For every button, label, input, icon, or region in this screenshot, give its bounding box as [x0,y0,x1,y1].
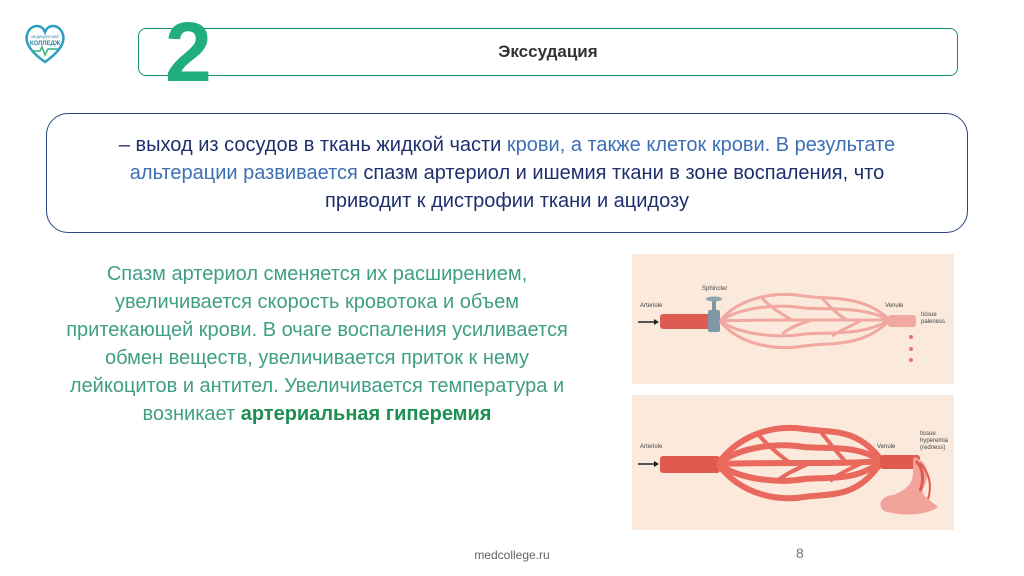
label-redness: (redness) [920,445,946,451]
body-text: Спазм артериол сменяется их расширением, увеличивается скорость кровотока и объем притекающей крови. В очаге воспаления усиливается обмен веществ, увеличивается приток к нему лейкоцитов и антител. Увеличивается температура и возникает [66,263,568,425]
definition-box [46,113,968,233]
footer-site: medcollege.ru [474,548,550,562]
label-hyperemia: hyperemia [920,438,949,444]
body-paragraph [62,260,572,428]
definition-text [97,131,917,215]
definition-part-3: результате альтерации развивается [129,134,896,184]
label-venule-top: Venule [885,303,904,309]
college-heart-logo-icon [22,20,68,66]
label-arteriole-bottom: Arteriole [640,444,663,450]
definition-part-2: крови, а также клеток крови. В [506,134,790,156]
label-sphincter: Sphincter [702,286,728,292]
sphincter-icon [708,310,720,332]
page-number: 8 [796,545,804,561]
definition-part-1: – выход из сосудов в ткань жидкой части [118,134,507,156]
slide-title: Экссудация [498,42,598,61]
body-bold-term: артериальная гиперемия [240,403,492,425]
title-box [138,28,958,76]
college-logo [22,20,68,66]
vessel-hyperemia-illustration [632,395,954,530]
label-arteriole-top: Arteriole [640,303,663,309]
label-paleness: paleness [921,319,946,325]
label-tissue-bottom: tissue [920,431,936,437]
slide-number: 2 [165,5,212,99]
logo-text: КОЛЛЕДЖ [29,41,61,47]
label-venule-bottom: Venule [877,444,896,450]
label-tissue-top: tissue [921,312,937,318]
logo-small-text: МЕДИЦИНСКИЙ [31,35,59,39]
vessel-spasm-illustration [632,254,954,384]
definition-part-4: спазм артериол и ишемия ткани в зоне воспаления, что приводит к дистрофии ткани и ацидозу [325,162,885,212]
